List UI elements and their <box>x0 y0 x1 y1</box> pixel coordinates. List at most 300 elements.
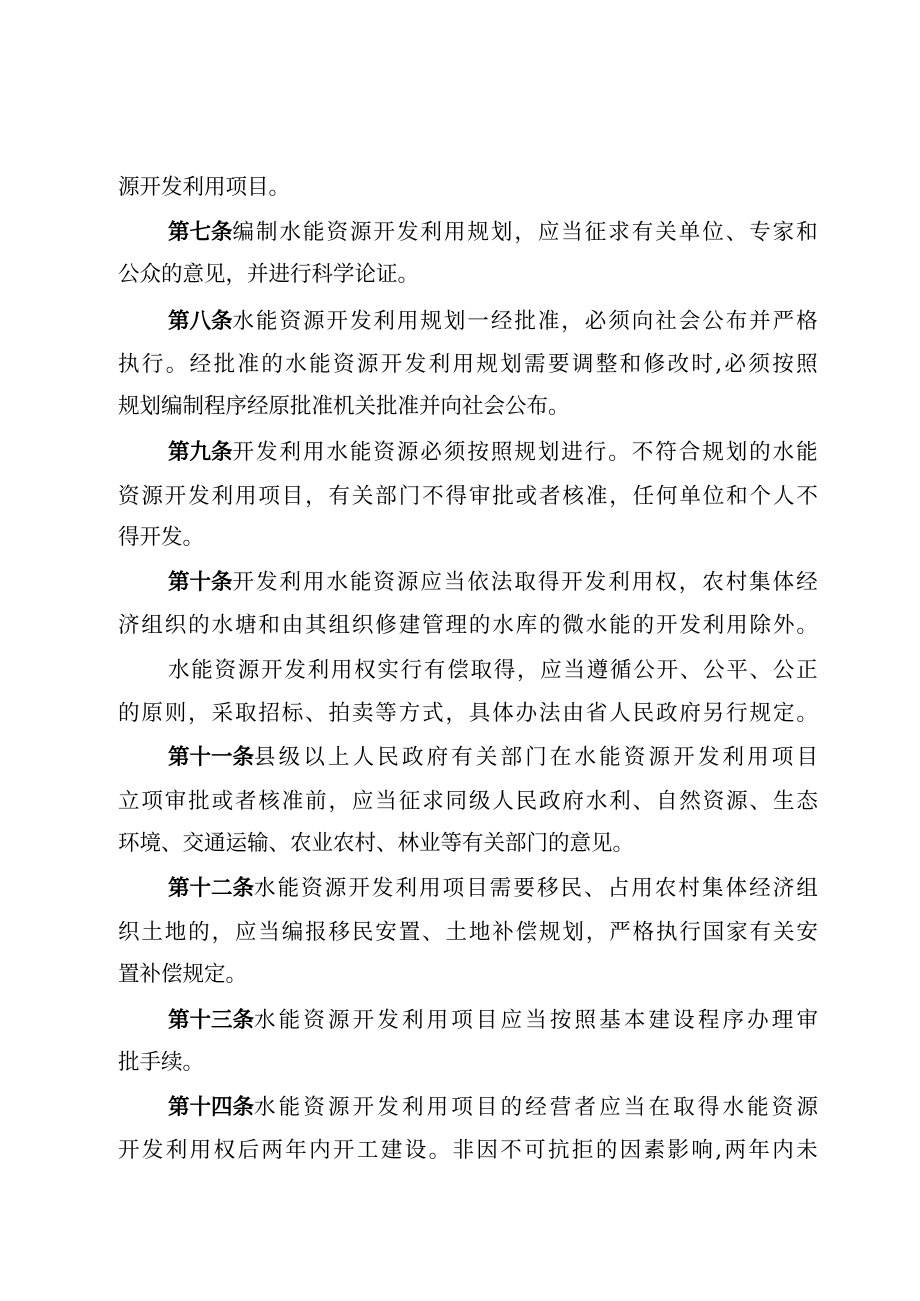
glyph: 发 <box>141 1138 164 1163</box>
glyph: 水 <box>574 745 597 770</box>
glyph: 村 <box>725 570 748 595</box>
glyph: 源 <box>302 309 325 334</box>
glyph: 另 <box>702 701 725 726</box>
glyph: 则 <box>164 701 187 726</box>
glyph: 源 <box>356 352 379 377</box>
glyph: 批 <box>514 309 536 334</box>
glyph: 目 <box>281 484 304 509</box>
glyph: 专 <box>749 220 771 245</box>
glyph: 等 <box>375 701 397 726</box>
glyph: 民 <box>632 701 655 726</box>
glyph: 工 <box>356 1138 379 1163</box>
glyph: 必 <box>584 309 607 334</box>
glyph: 关 <box>351 484 374 509</box>
glyph: 开 <box>561 570 583 595</box>
glyph: 安 <box>796 920 818 945</box>
glyph: 的 <box>188 920 210 945</box>
glyph: 资 <box>623 745 646 770</box>
glyph: 利 <box>702 613 725 638</box>
glyph: 省 <box>585 701 608 726</box>
glyph: 严 <box>609 920 631 945</box>
glyph: 应 <box>540 658 562 683</box>
glyph: 、 <box>679 658 702 683</box>
glyph: 求 <box>608 220 630 245</box>
glyph: 用 <box>631 876 653 901</box>
glyph: 家 <box>772 220 795 245</box>
glyph: 并 <box>749 309 771 334</box>
glyph: 政 <box>401 745 424 770</box>
glyph: 法 <box>539 701 561 726</box>
glyph: 项 <box>141 789 163 814</box>
glyph: 水 <box>279 220 301 245</box>
article-number: 第十四条 <box>168 1095 255 1120</box>
glyph: 利 <box>395 876 417 901</box>
glyph: 能 <box>191 658 213 683</box>
line-text: 公众的意见，并进行科学论证。 <box>118 262 420 287</box>
glyph: 水 <box>326 440 348 465</box>
glyph: 、 <box>725 220 748 245</box>
glyph: 须 <box>748 352 770 377</box>
glyph: 执 <box>655 920 678 945</box>
glyph: 公 <box>702 309 724 334</box>
glyph: 拒 <box>571 1138 594 1163</box>
glyph: 格 <box>632 920 655 945</box>
glyph: 人 <box>772 484 795 509</box>
glyph: 源 <box>396 440 419 465</box>
glyph: 规 <box>702 440 724 465</box>
glyph: 开 <box>673 745 695 770</box>
glyph: 应 <box>537 220 560 245</box>
glyph: 置 <box>398 920 421 945</box>
glyph: 未 <box>796 1138 818 1163</box>
glyph: 批 <box>188 789 210 814</box>
article-11-heading-line <box>168 747 818 769</box>
glyph: 准 <box>585 484 608 509</box>
glyph: 用 <box>631 570 654 595</box>
glyph: 门 <box>525 745 547 770</box>
glyph: 水 <box>492 613 514 638</box>
glyph: 水 <box>254 876 276 901</box>
glyph: 在 <box>648 1095 671 1120</box>
article-number: 第十二条 <box>168 876 255 901</box>
glyph: 利 <box>307 658 330 683</box>
glyph: 需 <box>489 876 512 901</box>
glyph: 营 <box>549 1095 572 1120</box>
glyph: 准 <box>281 789 304 814</box>
glyph: 一 <box>467 309 489 334</box>
glyph: 体 <box>492 701 514 726</box>
article-number: 第十三条 <box>168 1008 255 1033</box>
glyph: 能 <box>599 745 621 770</box>
glyph: 规 <box>539 920 561 945</box>
glyph: 利 <box>373 309 395 334</box>
glyph: 核 <box>562 484 584 509</box>
glyph: 以 <box>303 745 325 770</box>
glyph: 实 <box>377 658 399 683</box>
glyph: 人 <box>492 789 514 814</box>
glyph: 资 <box>326 220 348 245</box>
glyph: 项 <box>258 484 280 509</box>
glyph: 或 <box>515 484 538 509</box>
glyph: 源 <box>726 789 748 814</box>
glyph: 库 <box>515 613 538 638</box>
glyph: 土 <box>445 920 467 945</box>
glyph: 。 <box>796 701 818 726</box>
glyph: 行 <box>726 701 748 726</box>
glyph: ， <box>516 658 539 683</box>
glyph: 用 <box>443 220 466 245</box>
glyph: 公 <box>633 658 655 683</box>
glyph: 关 <box>772 920 795 945</box>
glyph: 单 <box>678 220 701 245</box>
glyph: 符 <box>655 440 677 465</box>
glyph: 标 <box>281 701 304 726</box>
glyph: 府 <box>679 701 701 726</box>
glyph: 发 <box>371 876 394 901</box>
glyph: 。 <box>165 352 188 377</box>
glyph: 项 <box>451 1008 473 1033</box>
glyph: 内 <box>772 1138 794 1163</box>
glyph: 划 <box>537 440 560 465</box>
glyph: 能 <box>609 613 631 638</box>
glyph: 外 <box>772 613 795 638</box>
glyph: 民 <box>560 876 583 901</box>
glyph: 项 <box>771 745 794 770</box>
glyph: 资 <box>214 658 237 683</box>
glyph: 有 <box>423 658 446 683</box>
glyph: 要 <box>548 352 570 377</box>
glyph: 经 <box>525 1095 547 1120</box>
glyph: 规 <box>476 352 498 377</box>
text-line <box>118 703 818 725</box>
glyph: 准 <box>237 352 259 377</box>
line-text: 环境、交通运输、农业农村、林业等有关部门的意见。 <box>118 831 635 856</box>
glyph: 用 <box>302 440 325 465</box>
glyph: 然 <box>679 789 701 814</box>
glyph: 内 <box>309 1138 331 1163</box>
glyph: 办 <box>747 1008 769 1033</box>
text-line <box>118 615 818 637</box>
glyph: 用 <box>747 745 769 770</box>
glyph: 两 <box>261 1138 283 1163</box>
line-text: 源开发利用项目。 <box>118 175 291 200</box>
glyph: 水 <box>772 440 795 465</box>
glyph: 能 <box>256 309 278 334</box>
glyph: 格 <box>796 309 818 334</box>
glyph: 管 <box>422 613 444 638</box>
glyph: 不 <box>796 484 818 509</box>
glyph: 因 <box>476 1138 498 1163</box>
glyph: 修 <box>375 613 397 638</box>
glyph: 水 <box>722 1095 744 1120</box>
glyph: 集 <box>702 876 724 901</box>
glyph: 水 <box>585 789 608 814</box>
glyph: 的 <box>500 1095 523 1120</box>
glyph: 修 <box>643 352 666 377</box>
glyph: ， <box>561 309 583 334</box>
glyph: 府 <box>426 745 449 770</box>
glyph: 生 <box>772 789 795 814</box>
glyph: 、 <box>584 876 606 901</box>
glyph: 严 <box>772 309 795 334</box>
glyph: 的 <box>468 613 491 638</box>
text-line <box>118 264 818 286</box>
glyph: 须 <box>443 440 466 465</box>
glyph: 社 <box>655 309 677 334</box>
glyph: 定 <box>772 701 795 726</box>
glyph: 应 <box>599 1095 621 1120</box>
glyph: 、 <box>305 701 327 726</box>
glyph: 法 <box>490 570 513 595</box>
article-number: 第十一条 <box>168 745 255 770</box>
glyph: 准 <box>537 309 560 334</box>
text-line <box>118 1052 818 1074</box>
glyph: 开 <box>352 1095 375 1120</box>
glyph: 者 <box>234 789 257 814</box>
glyph: 原 <box>141 701 163 726</box>
glyph: 正 <box>796 658 818 683</box>
glyph: 发 <box>679 613 701 638</box>
glyph: 求 <box>422 789 444 814</box>
glyph: 集 <box>749 570 771 595</box>
glyph: ， <box>609 484 631 509</box>
glyph: 土 <box>141 920 163 945</box>
glyph: 由 <box>562 701 584 726</box>
line-text: 规划编制程序经原批准机关批准并向社会公布。 <box>118 394 570 419</box>
glyph: 会 <box>678 309 701 334</box>
glyph: 得 <box>493 658 516 683</box>
glyph: 偿 <box>447 658 469 683</box>
glyph: 门 <box>398 484 421 509</box>
line-text <box>254 878 818 900</box>
glyph: 的 <box>188 613 210 638</box>
glyph: 具 <box>468 701 491 726</box>
glyph: 非 <box>452 1138 474 1163</box>
glyph: 、 <box>749 789 772 814</box>
glyph: 用 <box>426 1008 449 1033</box>
glyph: 开 <box>326 309 348 334</box>
glyph: ， <box>328 789 351 814</box>
glyph: 水 <box>232 309 255 334</box>
glyph: 不 <box>422 484 444 509</box>
glyph: 划 <box>500 352 522 377</box>
glyph: 水 <box>254 1095 276 1120</box>
glyph: 开 <box>655 613 678 638</box>
glyph: 发 <box>349 309 372 334</box>
glyph: 有 <box>631 220 654 245</box>
glyph: 年 <box>748 1138 770 1163</box>
glyph: 农 <box>654 876 677 901</box>
glyph: 开 <box>232 570 255 595</box>
line-text <box>233 572 818 594</box>
text-line <box>118 396 818 418</box>
glyph: 资 <box>771 1095 794 1120</box>
glyph: 审 <box>164 789 187 814</box>
glyph: 需 <box>524 352 546 377</box>
glyph: 和 <box>258 613 280 638</box>
glyph: 除 <box>749 613 772 638</box>
glyph: 权 <box>354 658 376 683</box>
glyph: 平 <box>726 658 748 683</box>
glyph: 布 <box>725 309 748 334</box>
glyph: 利 <box>279 570 301 595</box>
glyph: 按 <box>772 352 794 377</box>
glyph: 偿 <box>515 920 538 945</box>
glyph: 安 <box>375 920 397 945</box>
glyph: 。 <box>428 1138 451 1163</box>
glyph: 发 <box>404 352 427 377</box>
glyph: 公 <box>703 658 725 683</box>
article-8-heading-line <box>168 311 818 333</box>
glyph: 政 <box>655 701 678 726</box>
glyph: 经 <box>189 352 212 377</box>
glyph: 源 <box>237 658 260 683</box>
glyph: 有 <box>451 745 473 770</box>
glyph: 招 <box>258 701 280 726</box>
glyph: 设 <box>673 1008 695 1033</box>
glyph: 办 <box>515 701 538 726</box>
glyph: 不 <box>631 440 654 465</box>
glyph: 利 <box>420 220 442 245</box>
line-text: 批手续。 <box>118 1050 205 1075</box>
glyph: 序 <box>722 1008 744 1033</box>
line-text <box>254 1097 818 1119</box>
glyph: 目 <box>796 745 818 770</box>
glyph: 规 <box>420 309 442 334</box>
glyph: 县 <box>254 745 276 770</box>
glyph: 目 <box>475 1008 498 1033</box>
glyph: 权 <box>655 570 677 595</box>
glyph: 按 <box>467 440 489 465</box>
glyph: 民 <box>515 789 538 814</box>
glyph: 关 <box>475 745 498 770</box>
glyph: 组 <box>141 613 163 638</box>
glyph: 立 <box>118 789 140 814</box>
glyph: 方 <box>398 701 421 726</box>
line-text <box>118 486 818 508</box>
glyph: 依 <box>467 570 489 595</box>
glyph: 用 <box>189 1138 212 1163</box>
glyph: 民 <box>377 745 399 770</box>
glyph: 必 <box>724 352 746 377</box>
glyph: 要 <box>513 876 535 901</box>
glyph: 、 <box>749 658 772 683</box>
glyph: 响 <box>691 1138 713 1163</box>
glyph: 的 <box>261 352 283 377</box>
glyph: 部 <box>500 745 523 770</box>
glyph: 取 <box>470 658 492 683</box>
glyph: 府 <box>562 789 584 814</box>
line-text <box>233 311 818 333</box>
glyph: 照 <box>574 1008 597 1033</box>
glyph: 用 <box>396 309 419 334</box>
glyph: 项 <box>442 876 465 901</box>
glyph: 有 <box>328 484 351 509</box>
glyph: 能 <box>309 352 331 377</box>
line-text: 得开发。 <box>118 525 205 550</box>
glyph: 微 <box>562 613 584 638</box>
glyph: 征 <box>584 220 607 245</box>
glyph: 开 <box>232 440 255 465</box>
glyph: 水 <box>211 613 234 638</box>
glyph: 源 <box>327 1095 350 1120</box>
glyph: 源 <box>648 745 671 770</box>
glyph: 开 <box>261 658 283 683</box>
article-9-heading-line <box>168 442 818 464</box>
glyph: 村 <box>678 876 700 901</box>
glyph: 审 <box>468 484 491 509</box>
glyph: 前 <box>305 789 327 814</box>
glyph: 当 <box>525 1008 547 1033</box>
glyph: 者 <box>539 484 561 509</box>
glyph: 源 <box>796 1095 818 1120</box>
glyph: 后 <box>237 1138 259 1163</box>
glyph: 循 <box>610 658 632 683</box>
glyph: 审 <box>796 1008 818 1033</box>
glyph: 自 <box>655 789 678 814</box>
glyph: 卖 <box>351 701 374 726</box>
glyph: 资 <box>301 876 323 901</box>
glyph: 农 <box>702 570 724 595</box>
glyph: 能 <box>278 1095 301 1120</box>
glyph: 上 <box>327 745 350 770</box>
glyph: 资 <box>118 484 140 509</box>
glyph: 水 <box>168 658 190 683</box>
glyph: 源 <box>396 570 419 595</box>
glyph: ， <box>211 920 234 945</box>
glyph: 同 <box>445 789 467 814</box>
glyph: 公 <box>772 658 795 683</box>
glyph: 合 <box>678 440 701 465</box>
glyph: 用 <box>726 613 748 638</box>
glyph: 开 <box>333 1138 355 1163</box>
glyph: ， <box>514 220 536 245</box>
text-line <box>118 791 818 813</box>
glyph: 利 <box>211 484 234 509</box>
glyph: 利 <box>608 570 630 595</box>
glyph: 取 <box>514 570 536 595</box>
glyph: 目 <box>466 876 488 901</box>
glyph: 编 <box>281 920 304 945</box>
glyph: 利 <box>401 1095 424 1120</box>
glyph: 向 <box>631 309 654 334</box>
glyph: 体 <box>772 570 795 595</box>
glyph: 资 <box>373 570 395 595</box>
article-number: 第九条 <box>168 440 233 465</box>
glyph: 理 <box>445 613 467 638</box>
glyph: 资 <box>303 1008 325 1033</box>
glyph: 的 <box>632 613 655 638</box>
glyph: 取 <box>673 1095 695 1120</box>
glyph: 移 <box>536 876 559 901</box>
glyph: 发 <box>396 220 419 245</box>
glyph: 当 <box>375 789 397 814</box>
glyph: 何 <box>655 484 678 509</box>
line-text <box>118 791 818 813</box>
glyph: 规 <box>467 220 489 245</box>
glyph: 基 <box>599 1008 621 1033</box>
glyph: 设 <box>404 1138 427 1163</box>
glyph: 经 <box>796 570 818 595</box>
glyph: 用 <box>234 484 257 509</box>
glyph: 资 <box>303 1095 325 1120</box>
glyph: 划 <box>725 440 748 465</box>
glyph: 其 <box>305 613 327 638</box>
glyph: 核 <box>258 789 280 814</box>
line-text <box>168 660 818 682</box>
glyph: 源 <box>327 1008 350 1033</box>
glyph: 。 <box>796 613 818 638</box>
